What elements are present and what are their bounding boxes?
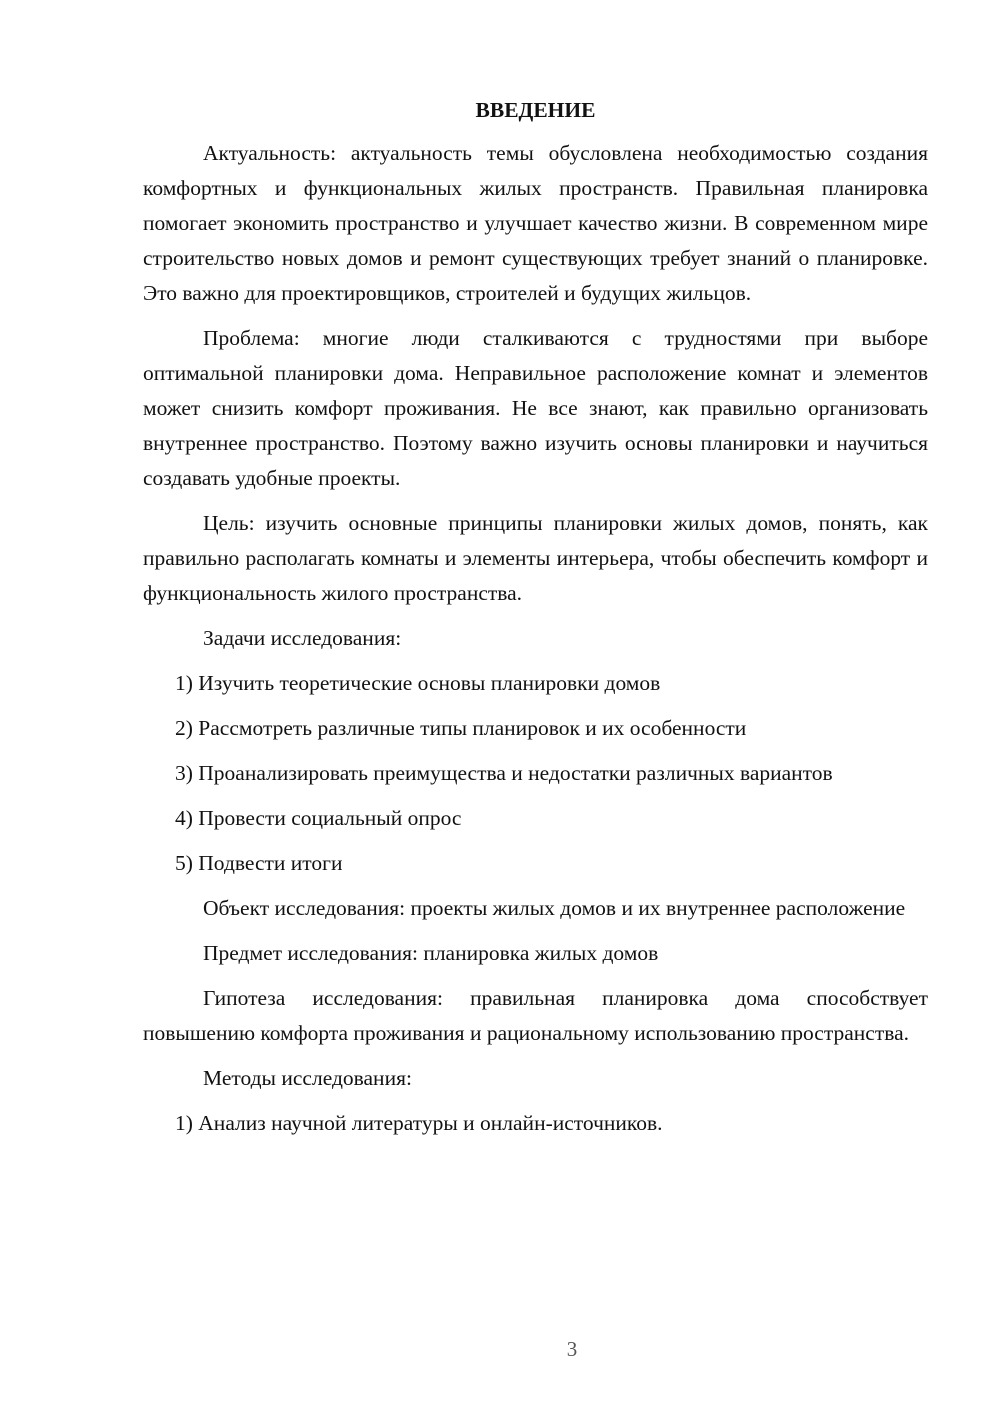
- method-item-1: 1) Анализ научной литературы и онлайн-источников.: [175, 1111, 663, 1135]
- page-number: 3: [566, 1337, 578, 1361]
- task-item-3: 3) Проанализировать преимущества и недостатки различных вариантов: [175, 761, 833, 785]
- task-item-4: 4) Провести социальный опрос: [175, 806, 462, 830]
- tasks-heading: Задачи исследования:: [203, 626, 402, 650]
- task-item-2: 2) Рассмотреть различные типы планировок и их особенности: [175, 716, 747, 740]
- methods-heading: Методы исследования:: [203, 1066, 412, 1090]
- goal-paragraph: Цель: изучить основные принципы планировки жилых домов, понять, как правильно располагать комнаты и элементы интерьера, чтобы обеспечить комфорт и функциональность жилого пространства.: [143, 511, 928, 605]
- object-paragraph: Объект исследования: проекты жилых домов и их внутреннее расположение: [203, 896, 906, 920]
- subject-paragraph: Предмет исследования: планировка жилых домов: [203, 941, 659, 965]
- task-item-1: 1) Изучить теоретические основы планировки домов: [175, 671, 661, 695]
- section-title: ВВЕДЕНИЕ: [475, 98, 596, 122]
- task-item-5: 5) Подвести итоги: [175, 851, 343, 875]
- relevance-paragraph: Актуальность: актуальность темы обусловлена необходимостью создания комфортных и функциональных жилых пространств. Правильная планировка помогает экономить пространство и улучшает качество жизни. В современном мире строительство новых домов и ремонт существующих требует знаний о планировке. Это важно для проектировщиков, строителей и будущих жильцов.: [143, 141, 928, 305]
- page-content: [143, 96, 928, 1151]
- problem-paragraph: Проблема: многие люди сталкиваются с трудностями при выборе оптимальной планировки дома. Неправильное расположение комнат и элементов может снизить комфорт проживания. Не все знают, как правильно организовать внутреннее пространство. Поэтому важно изучить основы планировки и научиться создавать удобные проекты.: [143, 326, 928, 490]
- hypothesis-paragraph: Гипотеза исследования: правильная планировка дома способствует повышению комфорта проживания и рациональному использованию пространства.: [143, 986, 928, 1045]
